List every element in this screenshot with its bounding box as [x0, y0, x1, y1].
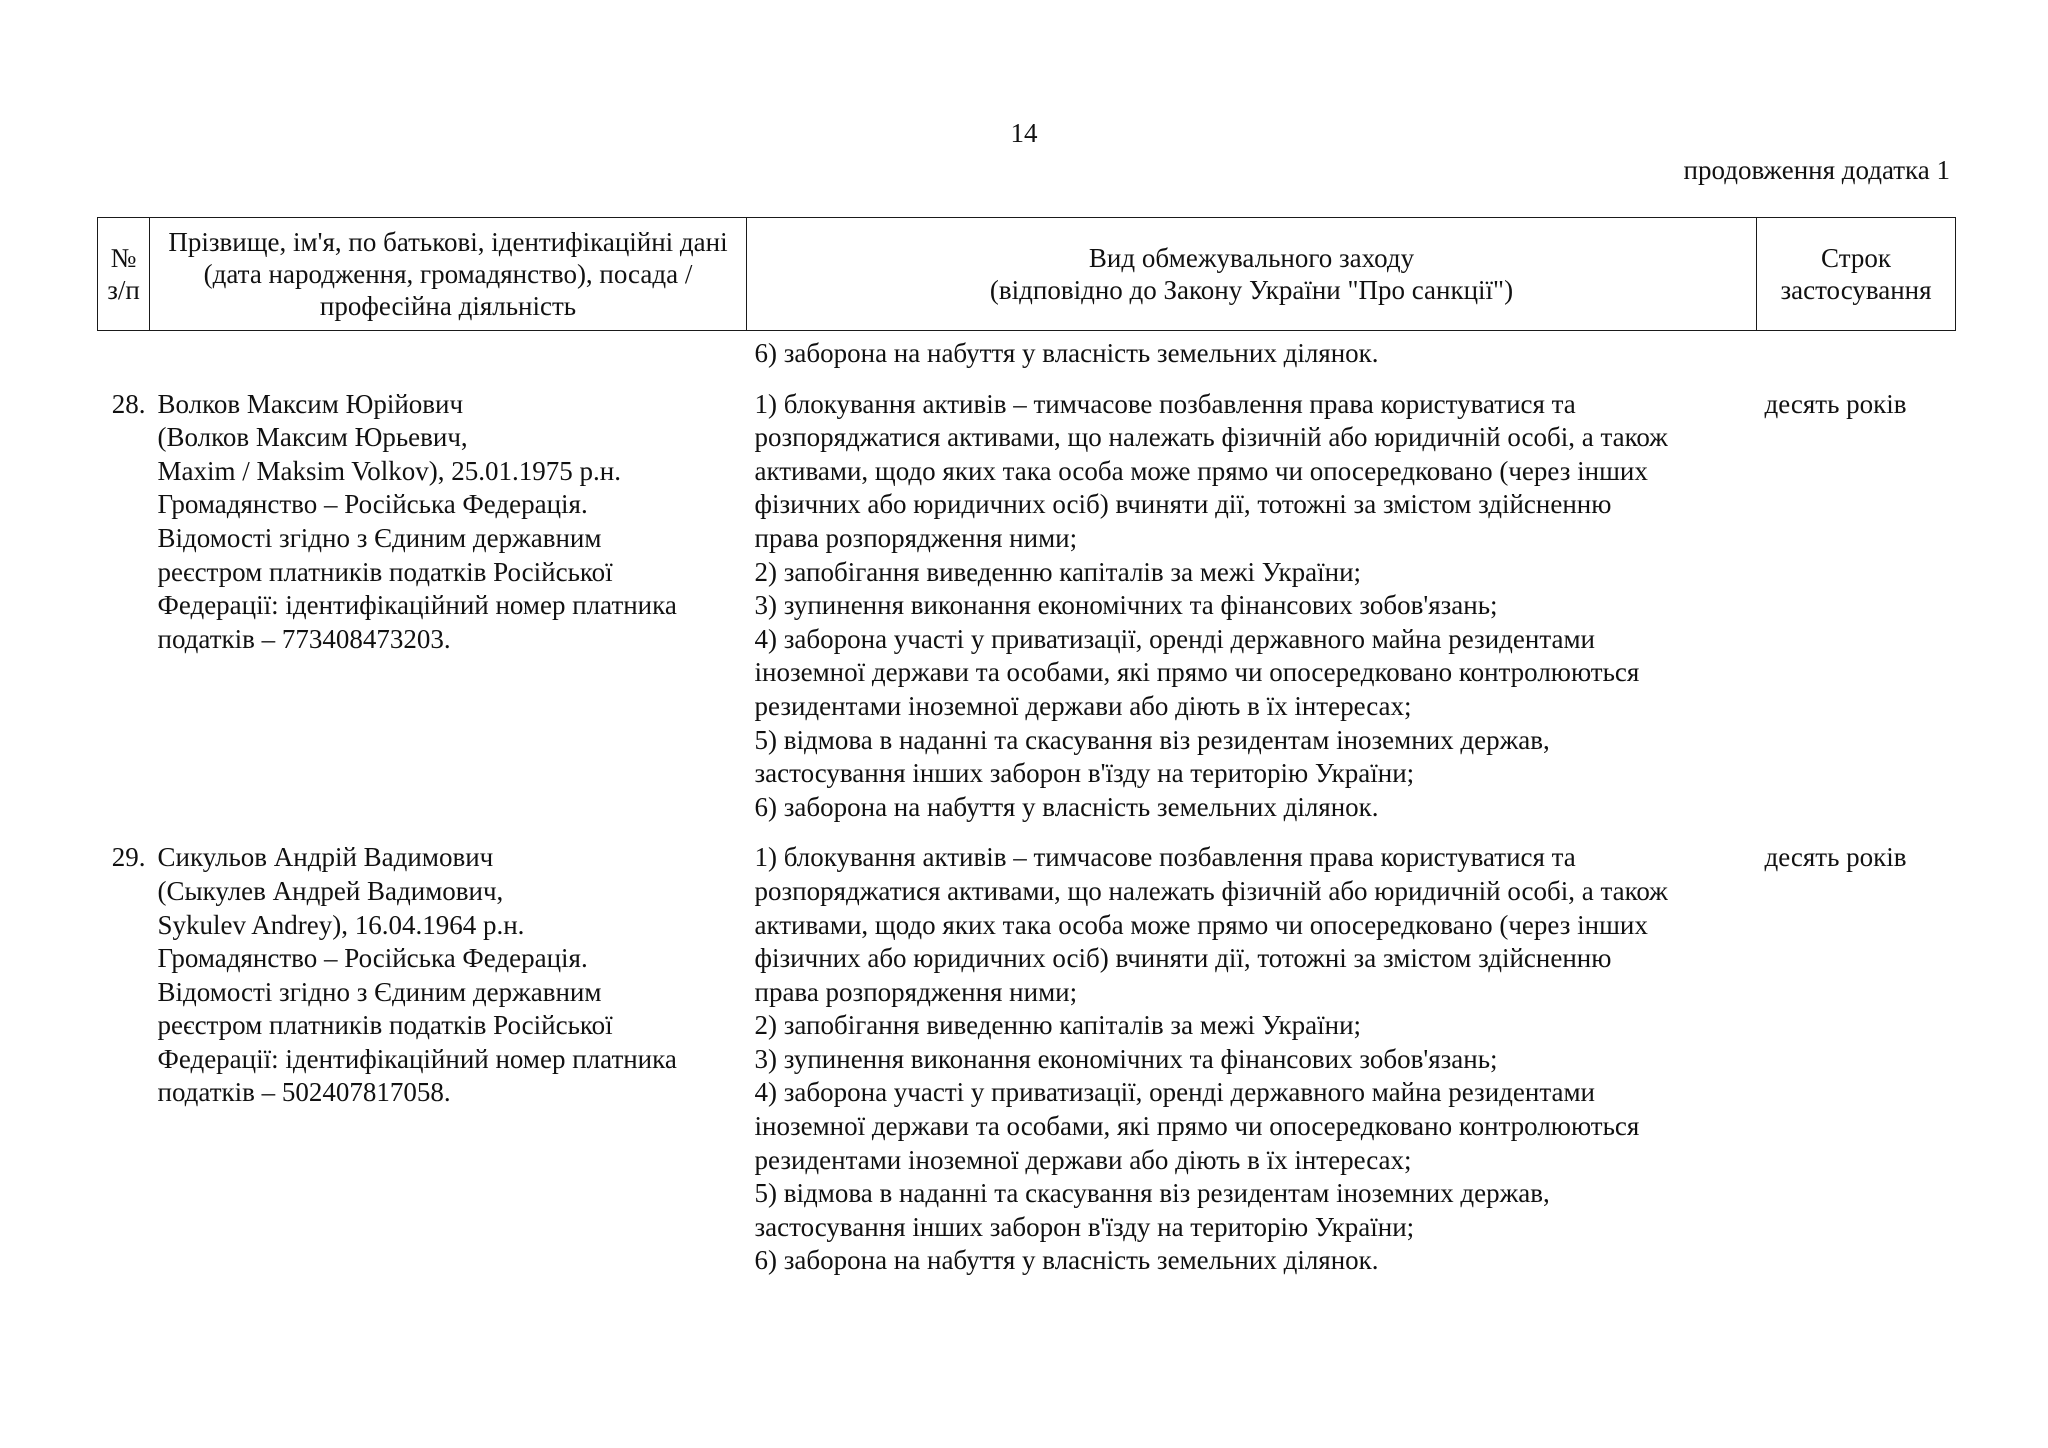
measure-line: 5) відмова в наданні та скасування віз резидентам іноземних держав,: [754, 724, 1550, 755]
sanctions-table: [97, 217, 1956, 1295]
continuation-label: продовження додатка 1: [1683, 155, 1950, 185]
measure-line: 4) заборона участі у приватизації, оренді державного майна резидентами: [754, 623, 1595, 654]
measure-line: фізичних або юридичних осіб) вчиняти дії, тотожні за змістом здійсненню: [754, 489, 1612, 520]
person-name-latin-dob: Maxim / Maksim Volkov), 25.01.1975 р.н.: [157, 455, 621, 486]
measure-line: застосування інших заборон в'їзду на територію України;: [754, 758, 1415, 789]
table-body: [98, 331, 1956, 1296]
person-name-russian: (Волков Максим Юрьевич,: [157, 422, 468, 453]
measure-line: фізичних або юридичних осіб) вчиняти дії, тотожні за змістом здійсненню: [754, 943, 1612, 974]
continuation-term-cell: [1757, 331, 1956, 388]
person-tax-number: податків – 502407817058.: [157, 1077, 451, 1108]
person-registry-line: реєстром платників податків Російської: [157, 1010, 613, 1041]
row-number: 29.: [111, 842, 146, 873]
measure-line: розпоряджатися активами, що належать фізичній або юридичній особі, а також: [754, 875, 1668, 906]
measure-line: 6) заборона на набуття у власність земельних ділянок.: [754, 791, 1379, 822]
person-name-russian: (Сыкулев Андрей Вадимович,: [157, 875, 504, 906]
table-header: [98, 218, 1956, 331]
measure-line: права розпорядження ними;: [754, 522, 1078, 553]
person-name: Волков Максим Юрійович: [157, 388, 464, 419]
person-name: Сикульов Андрій Вадимович: [157, 842, 494, 873]
measure-line: 1) блокування активів – тимчасове позбавлення права користуватися та: [754, 388, 1576, 419]
measure-line: 2) запобігання виведенню капіталів за межі України;: [754, 556, 1362, 587]
header-measure: [747, 218, 1757, 331]
person-name-latin-dob: Sykulev Andrey), 16.04.1964 р.н.: [157, 909, 525, 940]
measure-line: іноземної держави та особами, які прямо чи опосередковано контролюються: [754, 1111, 1640, 1142]
measure-line: резидентами іноземної держави або діють в їх інтересах;: [754, 690, 1412, 721]
sanction-term: десять років: [1764, 388, 1907, 419]
measure-line: 3) зупинення виконання економічних та фінансових зобов'язань;: [754, 590, 1498, 621]
row-number: 28.: [111, 388, 146, 419]
person-citizenship: Громадянство – Російська Федерація.: [157, 489, 588, 520]
measure-line: розпоряджатися активами, що належать фізичній або юридичній особі, а також: [754, 422, 1668, 453]
measure-line: 2) запобігання виведенню капіталів за межі України;: [754, 1010, 1362, 1041]
table-row: [98, 841, 1956, 1295]
continuation-row: [98, 331, 1956, 388]
person-registry-line: реєстром платників податків Російської: [157, 556, 613, 587]
measure-line: 1) блокування активів – тимчасове позбавлення права користуватися та: [754, 842, 1576, 873]
measure-line: 5) відмова в наданні та скасування віз резидентам іноземних держав,: [754, 1178, 1550, 1209]
header-term: Строк застосування: [1757, 218, 1956, 331]
page-number: 14: [1010, 118, 1038, 148]
continuation-number-cell: [98, 331, 150, 388]
person-details: [150, 388, 747, 842]
person-registry-line: Федерації: ідентифікаційний номер платника: [157, 590, 677, 621]
measure-line: 6) заборона на набуття у власність земельних ділянок.: [754, 1245, 1379, 1276]
person-tax-number: податків – 773408473203.: [157, 623, 451, 654]
person-registry-line: Федерації: ідентифікаційний номер платника: [157, 1043, 677, 1074]
measure-line: резидентами іноземної держави або діють в їх інтересах;: [754, 1144, 1412, 1175]
table-row: [98, 388, 1956, 842]
header-number: № з/п: [98, 218, 150, 331]
header-measure-title: Вид обмежувального заходу: [1088, 243, 1415, 273]
continuation-measure-cell: 6) заборона на набуття у власність земельних ділянок.: [754, 338, 1379, 368]
sanction-term: десять років: [1764, 842, 1907, 873]
measure-line: 3) зупинення виконання економічних та фінансових зобов'язань;: [754, 1043, 1498, 1074]
person-registry-line: Відомості згідно з Єдиним державним: [157, 976, 602, 1007]
header-row: [98, 218, 1956, 331]
person-registry-line: Відомості згідно з Єдиним державним: [157, 522, 602, 553]
measure-line: застосування інших заборон в'їзду на територію України;: [754, 1211, 1415, 1242]
continuation-name-cell: [150, 331, 747, 388]
header-name: Прізвище, ім'я, по батькові, ідентифікаційні дані (дата народження, громадянство), посада / професійна діяльність: [150, 218, 747, 331]
person-details: [150, 841, 747, 1295]
measure-line: активами, щодо яких така особа може прямо чи опосередковано (через інших: [754, 455, 1648, 486]
measures-list: [747, 841, 1757, 1295]
person-citizenship: Громадянство – Російська Федерація.: [157, 943, 588, 974]
header-measure-subtitle: (відповідно до Закону України "Про санкції"): [989, 275, 1514, 305]
measure-line: іноземної держави та особами, які прямо чи опосередковано контролюються: [754, 657, 1640, 688]
measures-list: [747, 388, 1757, 842]
measure-line: активами, щодо яких така особа може прямо чи опосередковано (через інших: [754, 909, 1648, 940]
measure-line: права розпорядження ними;: [754, 976, 1078, 1007]
measure-line: 4) заборона участі у приватизації, оренді державного майна резидентами: [754, 1077, 1595, 1108]
